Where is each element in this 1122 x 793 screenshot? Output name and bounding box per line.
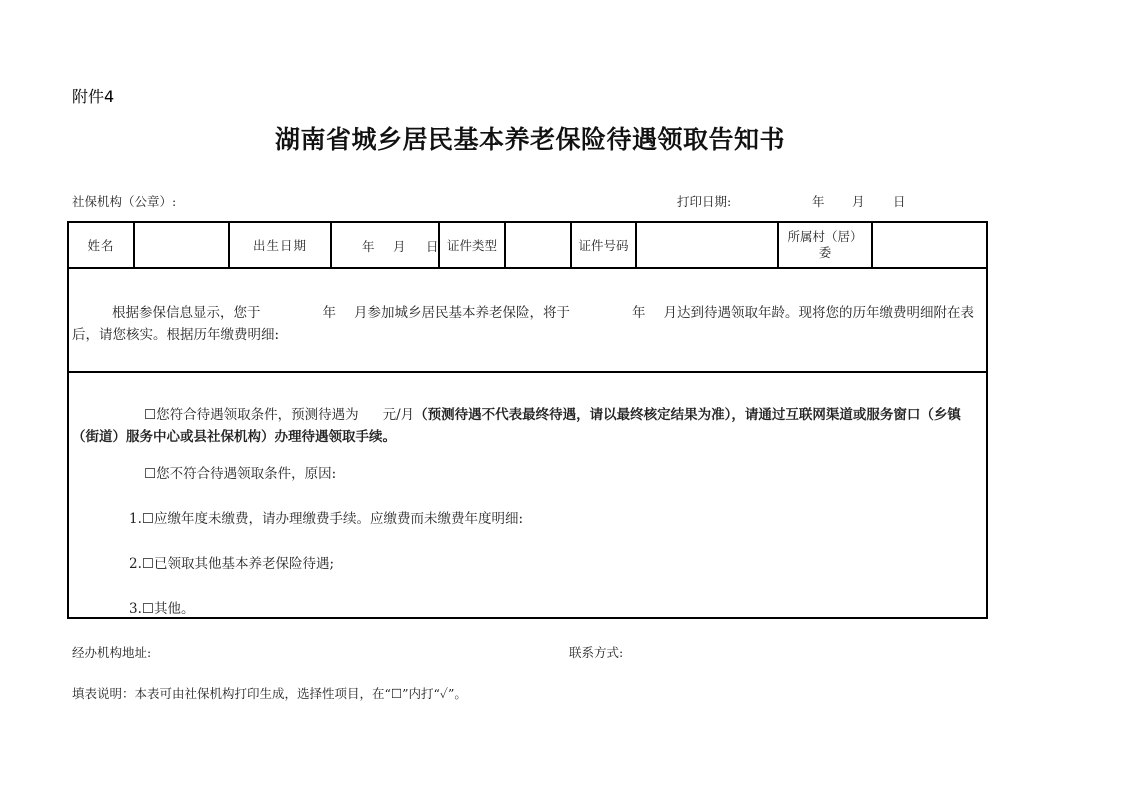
birth-date-value-cell[interactable] [331,222,439,268]
print-date-month: 月 [852,194,865,209]
id-number-label: 证件号码 [578,238,629,253]
not-eligible-option[interactable]: ☐您不符合待遇领取条件，原因: [144,466,337,482]
village-label-line1: 所属村（居） [787,229,863,244]
village-value-cell[interactable] [872,222,987,268]
form-instructions: 填表说明：本表可由社保机构打印生成，选择性项目，在“☐”内打“✓”。 [72,686,467,701]
name-label: 姓名 [87,238,115,253]
reason-other-pension[interactable]: 2.☐已领取其他基本养老保险待遇; [129,556,335,572]
statement-end: 月达到待遇领取年龄。现将您的历年缴费明细附在表后，请您核实。根据历年缴费明细: [72,305,974,343]
document-title: 湖南省城乡居民基本养老保险待遇领取告知书 [274,125,785,154]
attachment-label: 附件4 [72,87,115,106]
eligible-unit: 元/月 [382,407,415,423]
id-number-value-cell[interactable] [636,222,778,268]
print-date-day: 日 [893,194,906,209]
id-number-label-cell [571,222,636,268]
birth-day-unit: 日 [426,239,439,254]
eligible-notice: （预测待遇不代表最终待遇，请以最终核定结果为准），请通过互联网渠道或服务窗口（乡镇（街道）服务中心或县社保机构）办理待遇领取手续。 [72,407,961,445]
statement-start: 根据参保信息显示，您于 [112,305,261,321]
name-value-cell[interactable] [134,222,229,268]
reason-other[interactable]: 3.☐其他。 [129,601,195,617]
print-date-year: 年 [812,194,825,209]
statement-year-unit-2: 年 [632,305,646,321]
id-type-label-cell [439,222,505,268]
eligible-option[interactable] [72,404,984,448]
id-type-label: 证件类型 [446,238,497,253]
birth-date-label-cell [229,222,331,268]
office-address-label: 经办机构地址: [72,645,152,660]
print-date-label: 打印日期: [677,194,732,209]
birth-date-label: 出生日期 [252,238,307,253]
contact-label: 联系方式: [569,645,624,660]
reason-unpaid[interactable]: 1.☐应缴年度未缴费，请办理缴费手续。应缴费而未缴费年度明细: [129,511,524,527]
contribution-statement [72,302,984,346]
birth-year-unit: 年 [362,239,375,254]
info-row [68,222,987,268]
id-type-value-cell[interactable] [505,222,571,268]
eligible-text: ☐您符合待遇领取条件，预测待遇为 [144,407,359,423]
statement-year-unit: 年 [322,305,336,321]
name-label-cell [68,222,134,268]
org-seal-label: 社保机构（公章）: [72,194,177,209]
village-label-cell [778,222,872,268]
village-label-line2: 委 [818,245,832,260]
birth-month-unit: 月 [393,239,406,254]
statement-middle: 月参加城乡居民基本养老保险，将于 [354,305,570,321]
